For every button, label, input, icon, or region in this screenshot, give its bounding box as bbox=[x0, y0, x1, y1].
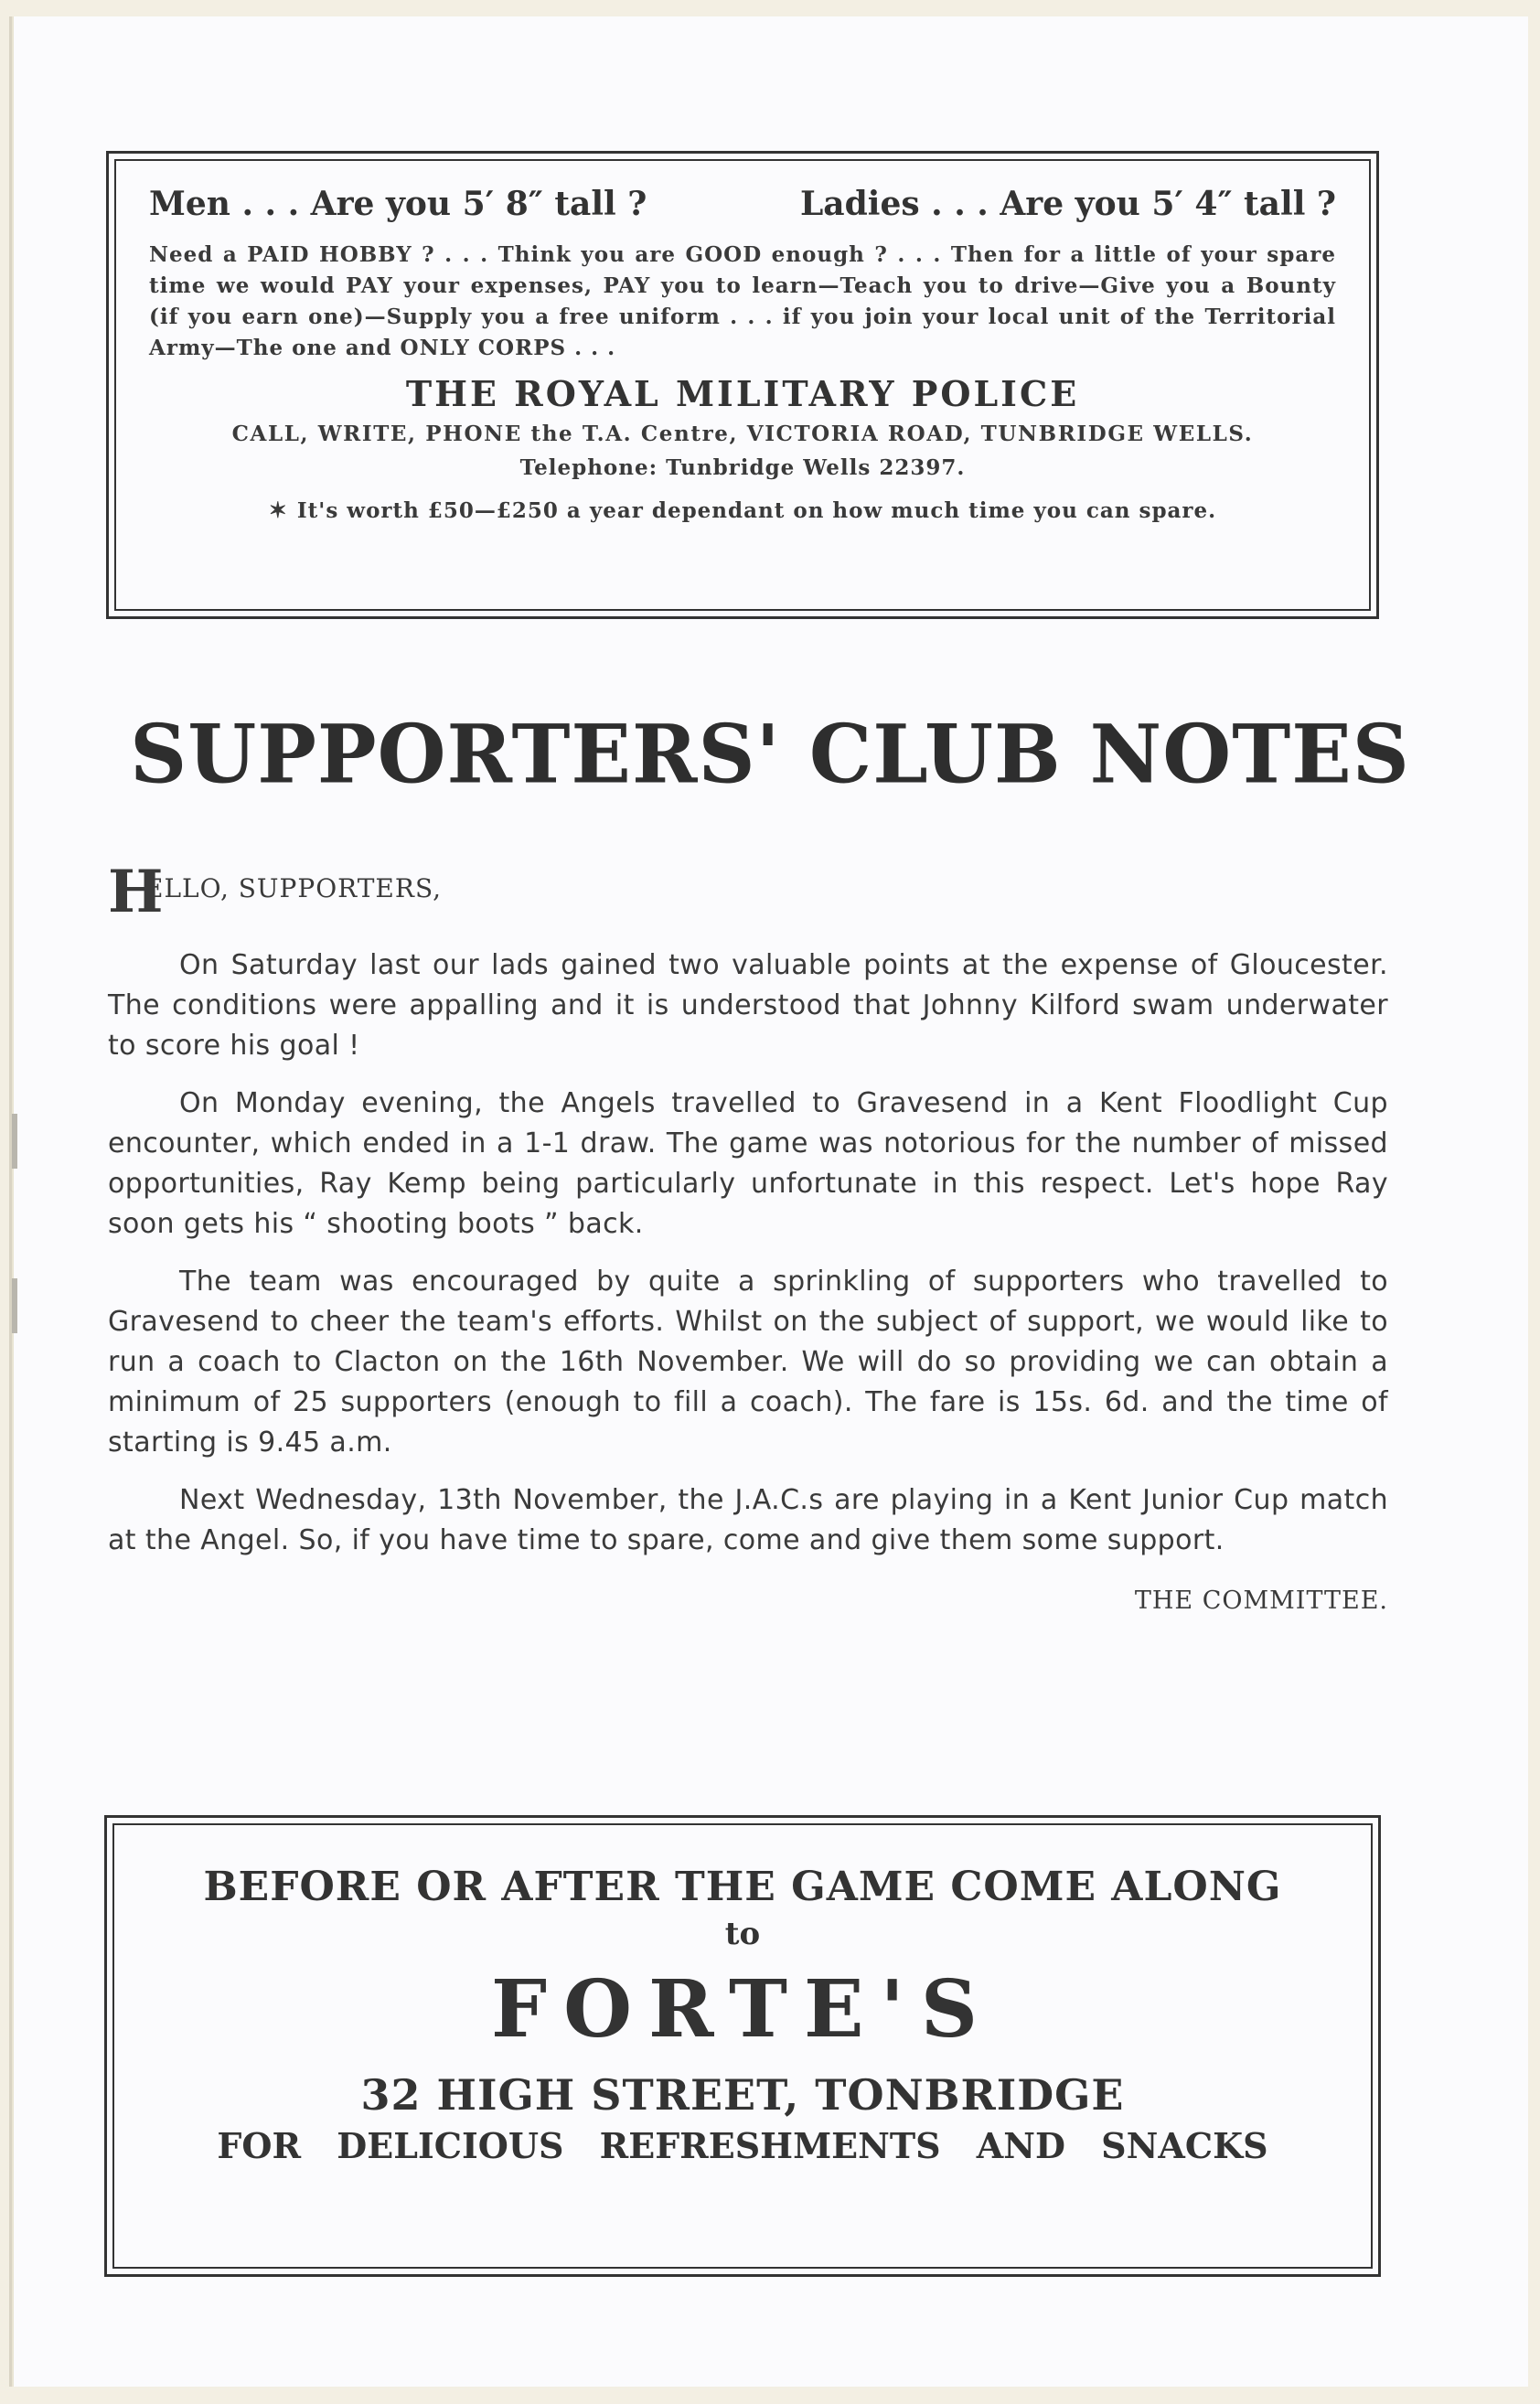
business-name: FORTE'S bbox=[491, 1963, 994, 2056]
worth-line bbox=[149, 497, 1336, 523]
business-tagline: FOR DELICIOUS REFRESHMENTS AND SNACKS bbox=[217, 2125, 1268, 2166]
advert-headings bbox=[149, 185, 1336, 223]
military-police-advert bbox=[106, 151, 1379, 619]
star-icon: ✶ bbox=[268, 497, 288, 523]
greeting-text: ELLO, SUPPORTERS, bbox=[144, 873, 443, 903]
heading-ladies: Ladies . . . Are you 5′ 4″ tall ? bbox=[799, 185, 1336, 223]
article-paragraph: On Monday evening, the Angels travelled to Gravesend in a Kent Floodlight Cup encounter, which ended in a 1-1 draw. The game was notorious for the number of missed opportunities, Ray Kemp being particularly unfortunate in this respect. Let's hope Ray soon gets his “ shooting boots ” back. bbox=[108, 1087, 1388, 1240]
advert-to: to bbox=[724, 1916, 761, 1952]
drop-cap: H bbox=[108, 858, 165, 926]
worth-text: It's worth £50—£250 a year dependant on how much time you can spare. bbox=[296, 498, 1217, 523]
article-paragraph: The team was encouraged by quite a sprinkling of supporters who travelled to Gravesend to cheer the team's efforts. Whilst on the subject of support, we would like to run a coach to Clacton on the 16th November. We will do so providing we can obtain a minimum of 25 supporters (enough to fill a coach). The fare is 15s. 6d. and the time of starting is 9.45 a.m. bbox=[108, 1266, 1388, 1458]
advert-headline: BEFORE OR AFTER THE GAME COME ALONG bbox=[203, 1864, 1282, 1910]
heading-men: Men . . . Are you 5′ 8″ tall ? bbox=[149, 185, 647, 223]
contact-address: CALL, WRITE, PHONE the T.A. Centre, VICTORIA ROAD, TUNBRIDGE WELLS. bbox=[231, 422, 1254, 446]
signoff: THE COMMITTEE. bbox=[1134, 1587, 1388, 1615]
advert-body-text: Need a PAID HOBBY ? . . . Think you are GOOD enough ? . . . Then for a little of your spare time we would PAY your expenses, PAY you to learn—Teach you to drive—Give you a Bounty (if you earn one)—Supply you a free uniform . . . if you join your local unit of the Territorial Army—The one and ONLY CORPS . . . bbox=[149, 242, 1336, 360]
contact-telephone: Telephone: Tunbridge Wells 22397. bbox=[519, 455, 966, 480]
advert-inner-border bbox=[114, 159, 1371, 611]
greeting bbox=[108, 858, 1388, 926]
page-title: SUPPORTERS' CLUB NOTES bbox=[130, 707, 1410, 803]
fortes-advert bbox=[104, 1815, 1381, 2277]
binding-mark bbox=[12, 1114, 17, 1169]
club-notes-article bbox=[108, 858, 1388, 1621]
article-paragraph: Next Wednesday, 13th November, the J.A.C.s are playing in a Kent Junior Cup match at the Angel. So, if you have time to spare, come and give them some support. bbox=[108, 1484, 1388, 1556]
binding-mark bbox=[12, 1278, 17, 1333]
corps-name: THE ROYAL MILITARY POLICE bbox=[405, 373, 1080, 414]
article-paragraph: On Saturday last our lads gained two valuable points at the expense of Gloucester. The conditions were appalling and it is understood that Johnny Kilford swam underwater to score his goal ! bbox=[108, 949, 1388, 1062]
business-address: 32 HIGH STREET, TONBRIDGE bbox=[360, 2070, 1125, 2120]
advert-inner-border bbox=[112, 1823, 1373, 2269]
